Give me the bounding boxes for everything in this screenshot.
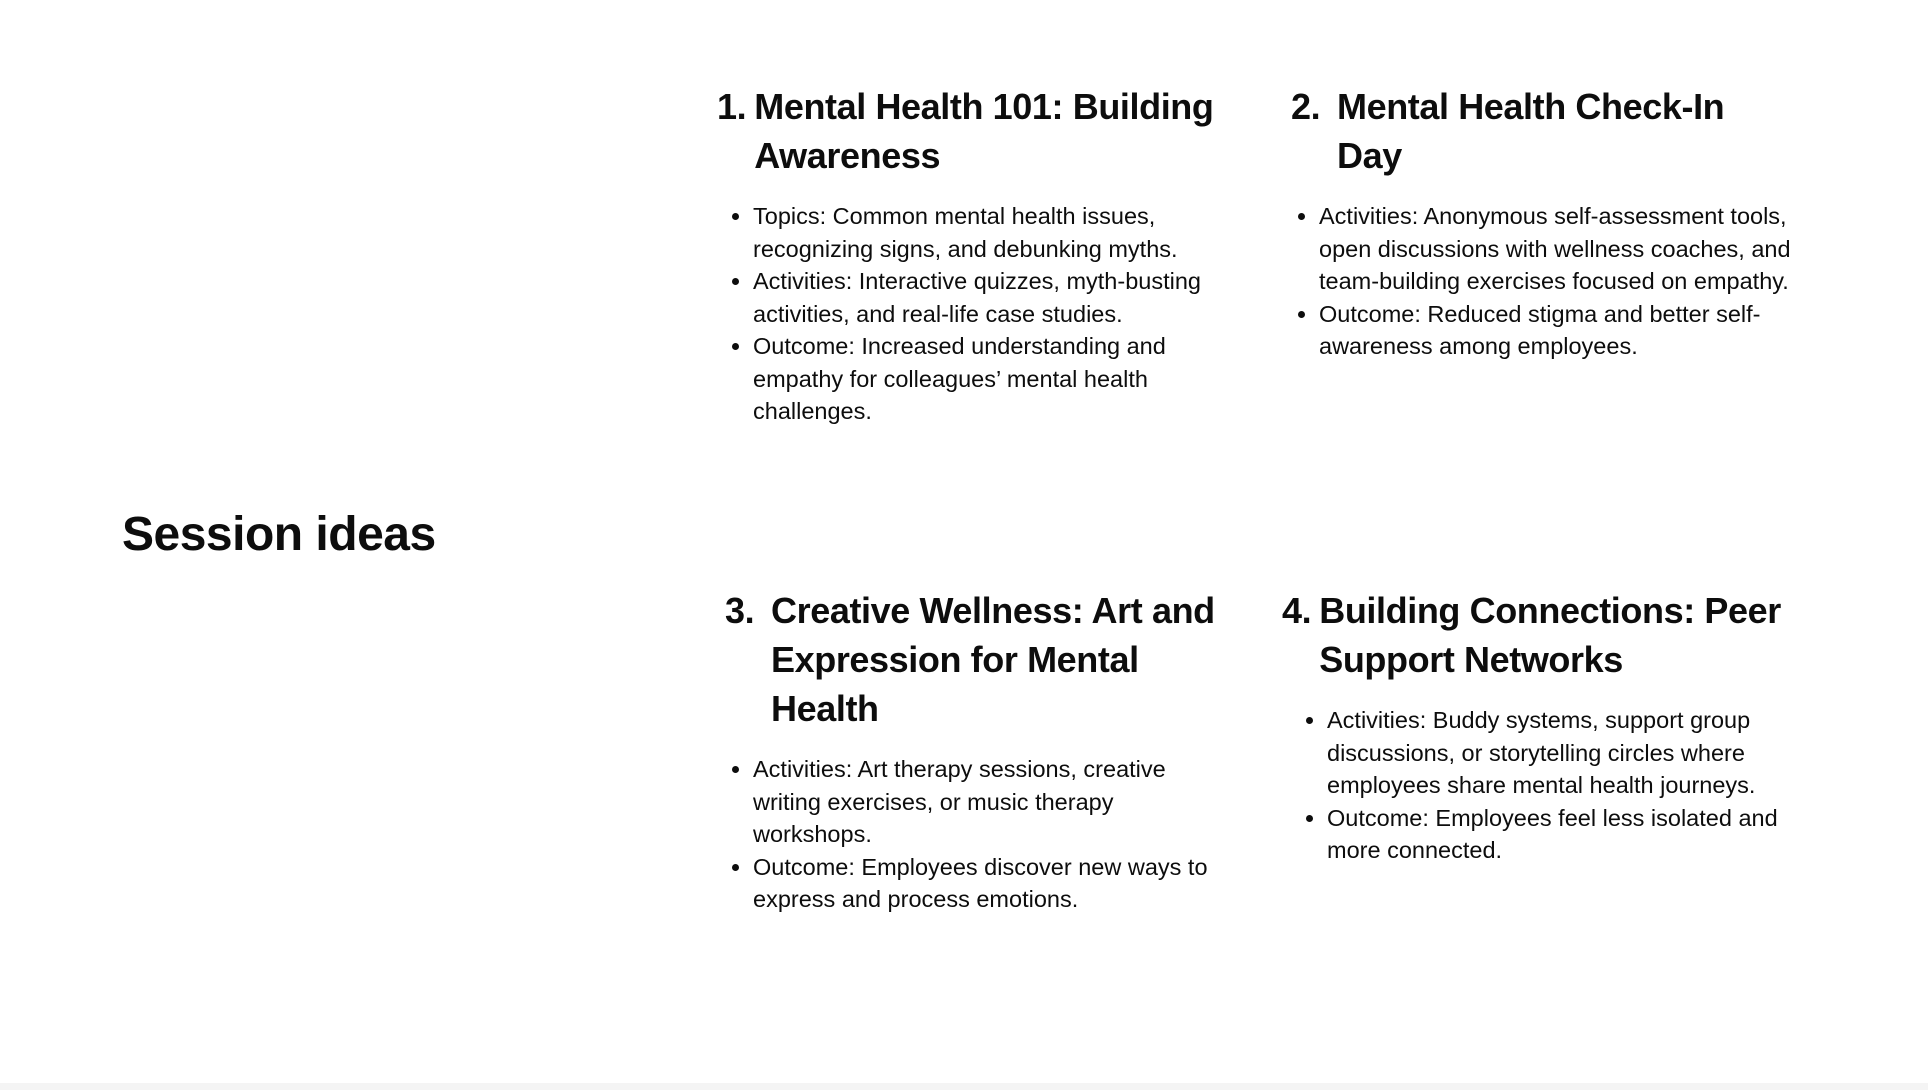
session-title: Creative Wellness: Art and Expression for Mental Health bbox=[771, 590, 1215, 729]
session-number: 3. bbox=[725, 590, 755, 631]
session-bullet: • Activities: Interactive quizzes, myth-busting activities, and real-life case studies. bbox=[753, 265, 1217, 330]
session-card-2 bbox=[1291, 82, 1791, 363]
session-title: Building Connections: Peer Support Networks bbox=[1319, 590, 1781, 680]
session-number: 2. bbox=[1291, 86, 1321, 127]
session-card-heading bbox=[1282, 586, 1792, 684]
session-bullet: • Activities: Buddy systems, support group discussions, or storytelling circles where employees share mental health journeys. bbox=[1327, 704, 1792, 802]
session-bullet: • Outcome: Employees discover new ways to express and process emotions. bbox=[753, 851, 1217, 916]
session-bullet-list bbox=[1282, 704, 1792, 867]
session-card-1 bbox=[717, 82, 1217, 428]
session-card-heading bbox=[725, 586, 1217, 733]
session-bullet: • Activities: Art therapy sessions, creative writing exercises, or music therapy workshops. bbox=[753, 753, 1217, 851]
session-bullet: • Activities: Anonymous self-assessment tools, open discussions with wellness coaches, and team-building exercises focused on empathy. bbox=[1319, 200, 1791, 298]
session-card-heading bbox=[1291, 82, 1791, 180]
session-bullet: • Outcome: Reduced stigma and better self-awareness among employees. bbox=[1319, 298, 1791, 363]
session-card-3 bbox=[725, 586, 1217, 916]
session-card-4 bbox=[1282, 586, 1792, 867]
session-number: 1. bbox=[717, 86, 747, 127]
session-bullet: • Outcome: Employees feel less isolated and more connected. bbox=[1327, 802, 1792, 867]
session-card-heading bbox=[717, 82, 1217, 180]
session-title: Mental Health 101: Building Awareness bbox=[754, 86, 1214, 176]
session-bullet-list bbox=[725, 753, 1217, 916]
session-bullet-list bbox=[1291, 200, 1791, 363]
section-title: Session ideas bbox=[122, 508, 436, 561]
session-bullet: • Outcome: Increased understanding and empathy for colleagues’ mental health challenges. bbox=[753, 330, 1217, 428]
session-title: Mental Health Check-In Day bbox=[1337, 86, 1725, 176]
session-bullet-list bbox=[717, 200, 1217, 428]
session-bullet: • Topics: Common mental health issues, recognizing signs, and debunking myths. bbox=[753, 200, 1217, 265]
session-number: 4. bbox=[1282, 590, 1312, 631]
